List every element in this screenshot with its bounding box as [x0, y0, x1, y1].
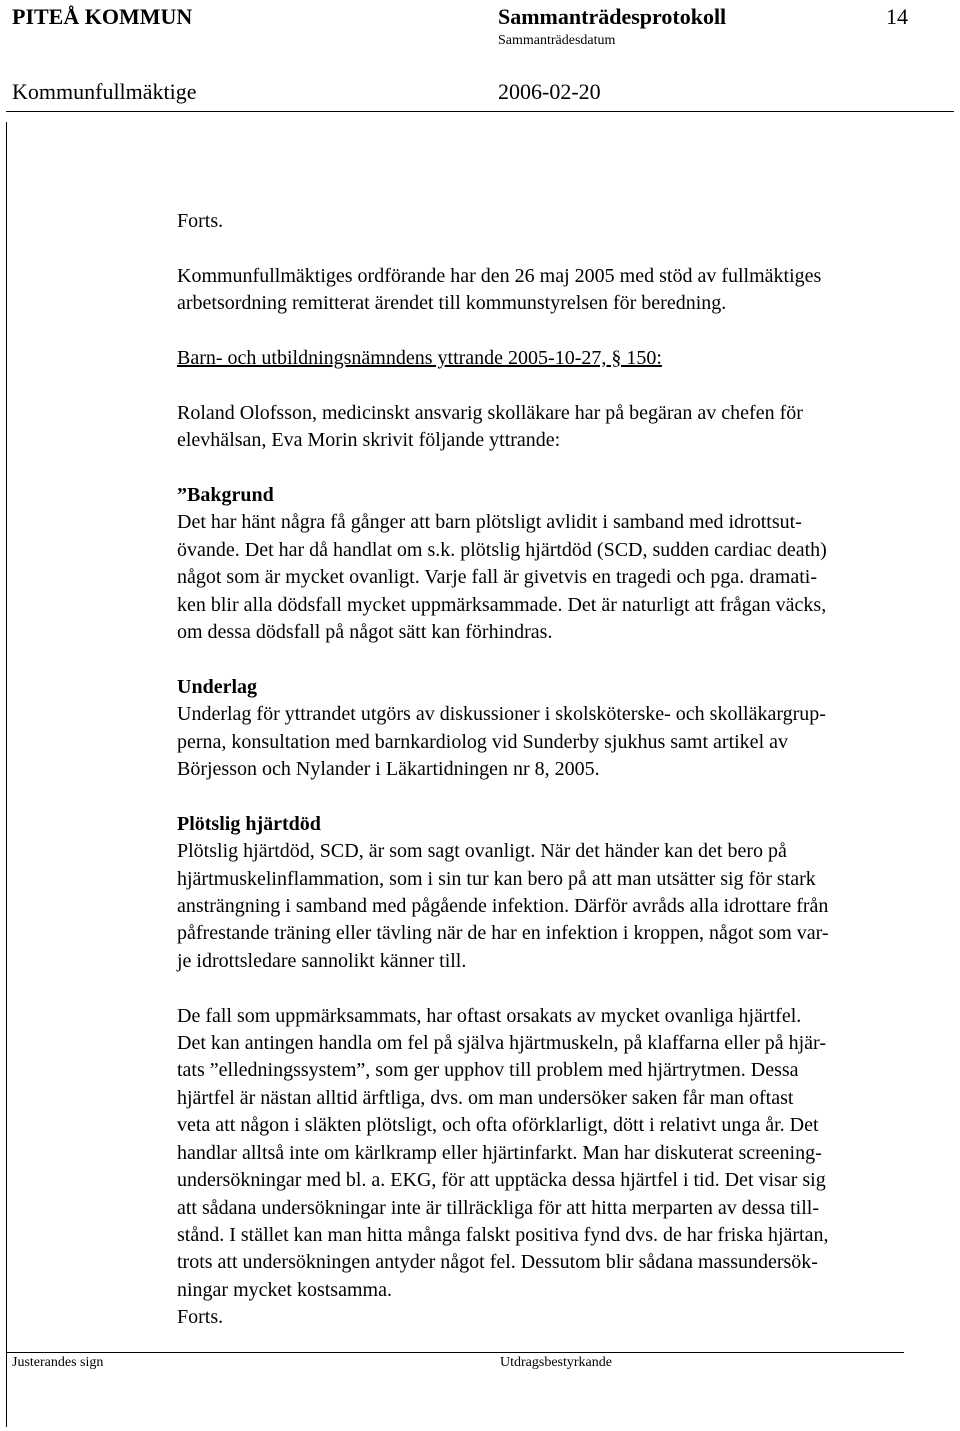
bakgrund-line: övande. Det har då handlat om s.k. plötslig hjärtdöd (SCD, sudden cardiac death) — [177, 538, 827, 561]
continued-marker: Forts. — [177, 1306, 224, 1329]
bakgrund-line: Det har hänt några få gånger att barn plötsligt avlidit i samband med idrottsut- — [177, 511, 802, 534]
extract-certification-label: Utdragsbestyrkande — [500, 1355, 612, 1370]
document-body — [177, 208, 960, 1332]
final-paragraph-line: trots att undersökningen antyder något fel. Dessutom blir sådana massundersök- — [177, 1251, 818, 1274]
final-paragraph-line: handlar alltså inte om kärlkramp eller hjärtinfarkt. Man har diskuterat screening- — [177, 1141, 822, 1164]
final-paragraph-line: att sådana undersökningar inte är tillräckliga för att hitta merparten av dessa till- — [177, 1196, 819, 1219]
referral-paragraph-line: Kommunfullmäktiges ordförande har den 26 maj 2005 med stöd av fullmäktiges — [177, 264, 822, 287]
final-paragraph-line: De fall som uppmärksammats, har oftast orsakats av mycket ovanliga hjärtfel. — [177, 1004, 802, 1027]
bakgrund-line: något som är mycket ovanligt. Varje fall är givetvis en tragedi och pga. dramati- — [177, 566, 817, 589]
organization-name: PITEÅ KOMMUN — [12, 4, 193, 29]
final-paragraph-line: stånd. I stället kan man hitta många falskt positiva fynd dvs. de har friska hjärtan, — [177, 1223, 829, 1246]
statement-heading: Barn- och utbildningsnämndens yttrande 2005-10-27, § 150: — [177, 347, 662, 369]
underlag-line: Börjesson och Nylander i Läkartidningen nr 8, 2005. — [177, 758, 600, 781]
scd-line: hjärtmuskelinflammation, som i sin tur kan bero på att man utsätter sig för stark — [177, 867, 816, 890]
referral-paragraph-line: arbetsordning remitterat ärendet till kommunstyrelsen för beredning. — [177, 292, 727, 315]
section-heading-plotslig-hjartdod: Plötslig hjärtdöd — [177, 812, 321, 835]
document-type: Sammanträdesprotokoll — [498, 4, 727, 29]
header-divider — [6, 111, 954, 112]
meeting-date: 2006-02-20 — [498, 79, 601, 104]
underlag-line: Underlag för yttrandet utgörs av diskussioner i skolsköterske- och skolläkargrup- — [177, 703, 826, 726]
final-paragraph-line: hjärtfel är nästan alltid ärftliga, dvs. om man undersöker saken får man oftast — [177, 1086, 794, 1109]
footer-divider — [6, 1352, 904, 1353]
section-heading-bakgrund: ”Bakgrund — [177, 484, 274, 506]
bakgrund-line: om dessa dödsfall på något sätt kan förhindras. — [177, 621, 553, 644]
meeting-date-label: Sammanträdesdatum — [498, 33, 616, 48]
left-margin-rule — [6, 122, 7, 1427]
final-paragraph-line: veta att någon i släkten plötsligt, och ofta oförklarligt, dött i relativt unga år. Det — [177, 1114, 819, 1137]
scd-line: ansträngning i samband med pågående infektion. Därför avråds alla idrottare från — [177, 895, 829, 918]
author-paragraph-line: Roland Olofsson, medicinskt ansvarig skolläkare har på begäran av chefen för — [177, 401, 803, 424]
governing-body: Kommunfullmäktige — [12, 79, 197, 104]
page-number: 14 — [886, 4, 908, 29]
final-paragraph-line: undersökningar med bl. a. EKG, för att upptäcka dessa hjärtfel i tid. Det visar sig — [177, 1169, 826, 1192]
signature-label: Justerandes sign — [12, 1355, 104, 1370]
continued-marker: Forts. — [177, 210, 224, 232]
author-paragraph-line: elevhälsan, Eva Morin skrivit följande yttrande: — [177, 429, 561, 452]
final-paragraph-line: ningar mycket kostsamma. — [177, 1278, 392, 1301]
section-heading-underlag: Underlag — [177, 675, 257, 698]
scd-line: påfrestande träning eller tävling när de har en infektion i kroppen, något som var- — [177, 922, 829, 945]
final-paragraph-line: Det kan antingen handla om fel på själva hjärtmuskeln, på klaffarna eller på hjär- — [177, 1032, 826, 1055]
scd-line: je idrottsledare sannolikt känner till. — [177, 949, 467, 972]
bakgrund-line: ken blir alla dödsfall mycket uppmärksammade. Det är naturligt att frågan väcks, — [177, 593, 827, 616]
underlag-line: perna, konsultation med barnkardiolog vid Sunderby sjukhus samt artikel av — [177, 730, 788, 753]
final-paragraph-line: tats ”elledningssystem”, som ger upphov till problem med hjärtrytmen. Dessa — [177, 1059, 799, 1082]
scd-line: Plötslig hjärtdöd, SCD, är som sagt ovanligt. När det händer kan det bero på — [177, 840, 787, 863]
